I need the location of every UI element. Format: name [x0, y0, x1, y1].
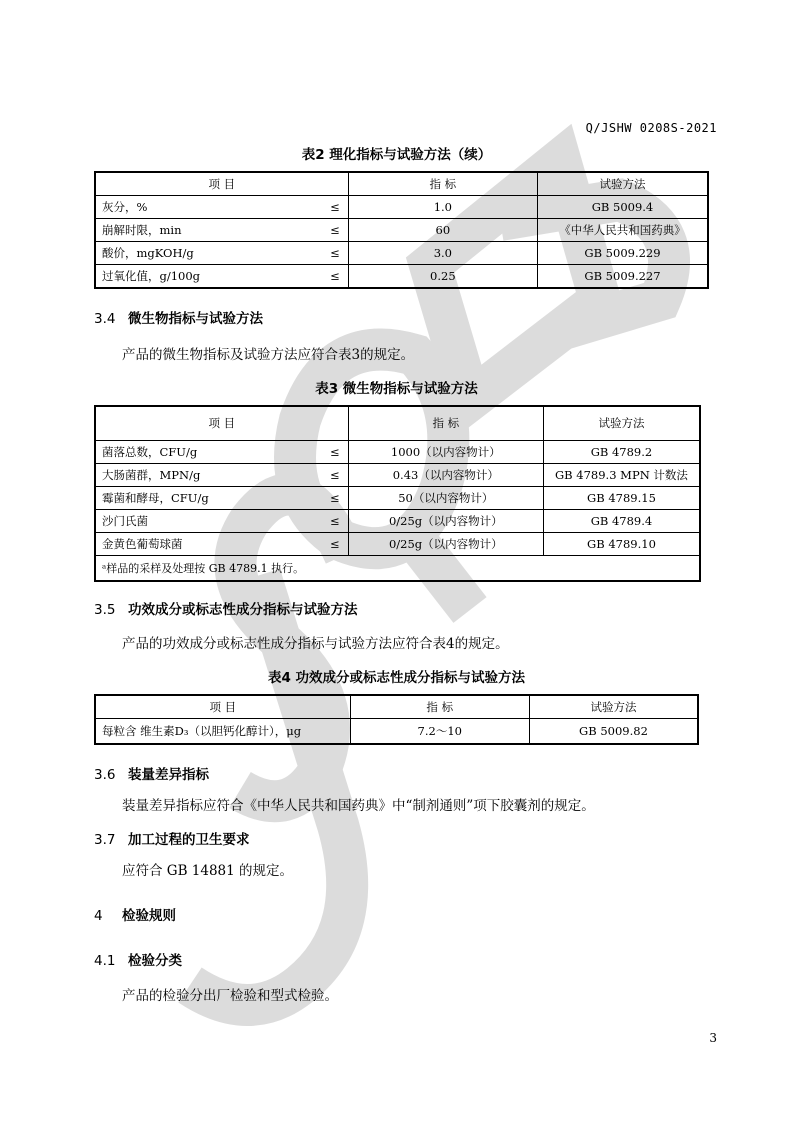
header-method: 试验方法: [529, 695, 698, 719]
table-row: [95, 719, 698, 745]
table-row: [95, 440, 700, 463]
table-row: [95, 196, 708, 219]
table-row: [95, 265, 708, 289]
header-item: 项 目: [95, 695, 350, 719]
row-value: 0/25g（以内容物计）: [348, 532, 543, 555]
table-header-row: [95, 406, 700, 440]
row-value: 7.2～10: [350, 719, 529, 745]
row-item: 每粒含 维生素D₃（以胆钙化醇计），μg: [95, 719, 350, 745]
row-cmp: ≤: [294, 242, 348, 265]
row-method: GB 4789.15: [543, 486, 700, 509]
section-number: 4.1: [94, 953, 116, 969]
header-value: 指 标: [348, 406, 543, 440]
section-title: 装量差异指标: [128, 767, 209, 783]
row-item: 崩解时限，min: [95, 219, 294, 242]
row-method: 《中华人民共和国药典》: [537, 219, 708, 242]
header-item: 项 目: [95, 172, 348, 196]
section-number: 3.7: [94, 832, 116, 848]
table-header-row: [95, 695, 698, 719]
row-value: 50（以内容物计）: [348, 486, 543, 509]
section-number: 3.5: [94, 602, 116, 618]
row-method: GB 4789.3 MPN 计数法: [543, 463, 700, 486]
section-title: 功效成分或标志性成分指标与试验方法: [128, 602, 358, 618]
section-title: 加工过程的卫生要求: [128, 832, 250, 848]
table-row: [95, 486, 700, 509]
row-item: 金黄色葡萄球菌: [95, 532, 294, 555]
row-cmp: ≤: [294, 440, 348, 463]
row-cmp: ≤: [294, 509, 348, 532]
header-value: 指 标: [348, 172, 537, 196]
header-value: 指 标: [350, 695, 529, 719]
row-method: GB 5009.227: [537, 265, 708, 289]
section-title: 微生物指标与试验方法: [128, 311, 263, 327]
section-3-7-text: 应符合 GB 14881 的规定。: [122, 863, 294, 879]
row-method: GB 4789.2: [543, 440, 700, 463]
section-number: 3.6: [94, 767, 116, 783]
row-cmp: ≤: [294, 219, 348, 242]
table-row: [95, 219, 708, 242]
row-item: 过氧化值，g/100g: [95, 265, 294, 289]
table-row: [95, 509, 700, 532]
table4-caption: 表4 功效成分或标志性成分指标与试验方法: [267, 670, 526, 686]
row-value: 1000（以内容物计）: [348, 440, 543, 463]
row-value: 0.43（以内容物计）: [348, 463, 543, 486]
header-method: 试验方法: [543, 406, 700, 440]
section-3-4-heading: [94, 307, 263, 327]
section-number: 4: [94, 908, 103, 924]
header-item: 项 目: [95, 406, 348, 440]
table3-caption: 表3 微生物指标与试验方法: [315, 381, 478, 397]
row-cmp: ≤: [294, 196, 348, 219]
row-value: 60: [348, 219, 537, 242]
table-note-row: [95, 555, 700, 581]
row-method: GB 4789.4: [543, 509, 700, 532]
row-item: 灰分，%: [95, 196, 294, 219]
section-title: 检验分类: [128, 953, 182, 969]
section-3-6-heading: [94, 763, 209, 783]
section-4-heading: [94, 904, 176, 924]
row-item: 霉菌和酵母，CFU/g: [95, 486, 294, 509]
row-item: 大肠菌群，MPN/g: [95, 463, 294, 486]
standard-number: Q/JSHW 0208S-2021: [585, 121, 717, 135]
section-4-1-text: 产品的检验分出厂检验和型式检验。: [122, 988, 338, 1004]
row-cmp: ≤: [294, 265, 348, 289]
row-item: 酸价，mgKOH/g: [95, 242, 294, 265]
table-row: [95, 242, 708, 265]
row-item: 菌落总数，CFU/g: [95, 440, 294, 463]
row-method: GB 5009.229: [537, 242, 708, 265]
row-value: 3.0: [348, 242, 537, 265]
section-title: 检验规则: [122, 908, 176, 924]
table-header-row: [95, 172, 708, 196]
section-3-6-text: 装量差异指标应符合《中华人民共和国药典》中“制剂通则”项下胶囊剂的规定。: [122, 798, 595, 814]
row-item: 沙门氏菌: [95, 509, 294, 532]
section-3-5-text: 产品的功效成分或标志性成分指标与试验方法应符合表4的规定。: [122, 636, 509, 652]
header-method: 试验方法: [537, 172, 708, 196]
table2: [94, 171, 709, 289]
section-3-5-heading: [94, 598, 358, 618]
row-value: 0.25: [348, 265, 537, 289]
row-method: GB 5009.4: [537, 196, 708, 219]
table-row: [95, 463, 700, 486]
row-cmp: ≤: [294, 486, 348, 509]
section-3-4-text: 产品的微生物指标及试验方法应符合表3的规定。: [122, 347, 415, 363]
table2-caption: 表2 理化指标与试验方法（续）: [301, 147, 492, 163]
row-method: GB 5009.82: [529, 719, 698, 745]
page-number: 3: [709, 1031, 717, 1045]
section-3-7-heading: [94, 828, 250, 848]
section-4-1-heading: [94, 949, 182, 969]
section-number: 3.4: [94, 311, 116, 327]
row-cmp: ≤: [294, 463, 348, 486]
table4: [94, 694, 699, 745]
table-row: [95, 532, 700, 555]
table-note: ᵃ样品的采样及处理按 GB 4789.1 执行。: [95, 555, 700, 581]
row-method: GB 4789.10: [543, 532, 700, 555]
row-value: 1.0: [348, 196, 537, 219]
row-cmp: ≤: [294, 532, 348, 555]
row-value: 0/25g（以内容物计）: [348, 509, 543, 532]
table3: [94, 405, 701, 582]
